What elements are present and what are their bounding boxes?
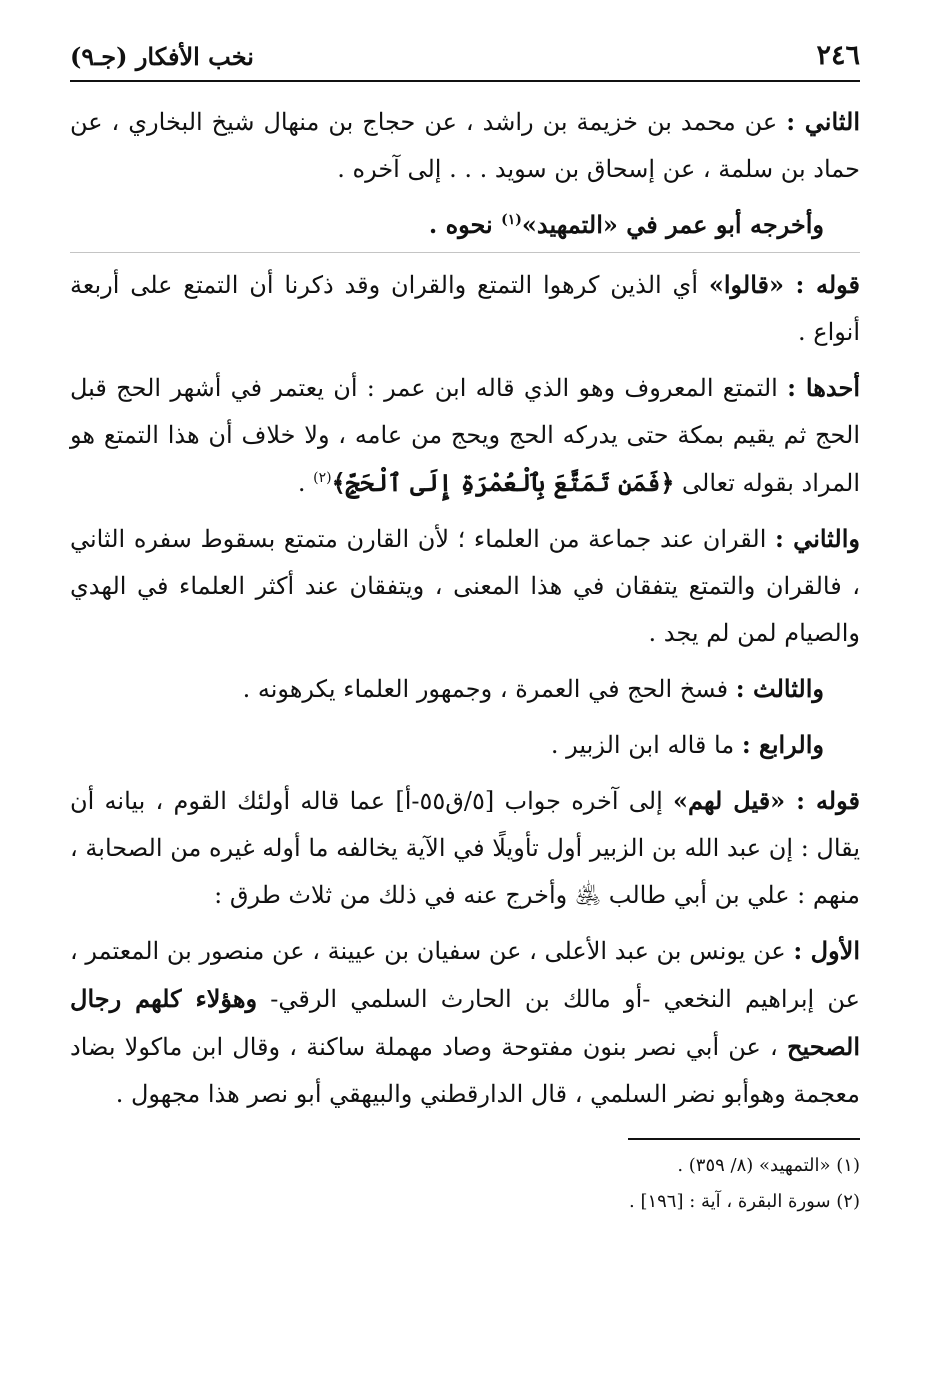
footnote-marker: (١)	[501, 212, 522, 228]
paragraph-bold-phrase: وهؤلاء كلهم رجال الصحيح	[70, 984, 860, 1061]
paragraph-text: فسخ الحج في العمرة ، وجمهور العلماء يكرهونه .	[242, 675, 736, 703]
footnote-divider	[628, 1138, 860, 1140]
footnote-1: (١) «التمهيد» (٨/ ٣٥٩) .	[677, 1155, 860, 1176]
paragraph-tail: نحوه .	[428, 210, 502, 239]
paragraph-qila-lahum	[70, 777, 860, 919]
paragraph-tail: ، عن أبي نصر بنون مفتوحة وصاد مهملة ساكنة ، وقال ابن ماكولا بضاد معجمة وهوأبو نضر السلمي ، قال الدارقطني والبيهقي أبو نصر هذا مجهول .	[70, 1033, 860, 1108]
footnote-2: (٢) سورة البقرة ، آية : [١٩٦] .	[629, 1191, 860, 1212]
paragraph-lead: قوله :	[796, 786, 860, 815]
body-text	[70, 98, 860, 1118]
paragraph-quote: «قالوا»	[708, 270, 796, 299]
footnotes	[70, 1148, 860, 1220]
book-page	[70, 38, 860, 1220]
paragraph-qalu	[70, 261, 860, 356]
paragraph-second-chain	[70, 98, 860, 193]
running-header	[70, 38, 860, 82]
footnote-marker: (٢)	[313, 470, 332, 486]
paragraph-fourth-type	[70, 721, 860, 769]
paragraph-lead: والثالث :	[735, 674, 824, 703]
paragraph-third-type	[70, 665, 860, 713]
quran-verse: ﴿فَمَن تَمَتَّعَ بِٱلْعُمْرَةِ إِلَى ٱلْحَجِّ﴾	[331, 468, 675, 497]
paragraph-text: إلى آخره جواب [٥/ق٥٥-أ] عما قاله أولئك القوم ، بيانه أن يقال : إن عبد الله بن الزبير أول تأويلًا في الآية يخالفه ما أوله غيره من الصحابة ، منهم : علي بن أبي طالب ﵁ وأخرج عنه في ذلك من ثلاث طرق :	[70, 787, 860, 909]
paragraph-lead: والثاني :	[775, 524, 860, 553]
paragraph-text: عن يونس بن عبد الأعلى ، عن سفيان بن عيينة ، عن منصور بن المعتمر ، عن إبراهيم النخعي -أو مالك بن الحارث السلمي الرقي-	[70, 937, 860, 1013]
paragraph-lead: قوله :	[795, 270, 861, 299]
paragraph-text: القران عند جماعة من العلماء ؛ لأن القارن متمتع بسقوط سفره الثاني ، فالقران والتمتع يتفقان في هذا المعنى ، ويتفقان عند أكثر العلماء في الهدي والصيام لمن لم يجد .	[70, 525, 860, 647]
paragraph-text: التمتع المعروف وهو الذي قاله ابن عمر : أن يعتمر في أشهر الحج قبل الحج ثم يقيم بمكة حتى يدركه الحج ويحج من عامه ، ولا خلاف أن هذا التمتع هو المراد بقوله تعالى	[70, 374, 860, 497]
paragraph-quote: «قيل لهم»	[672, 786, 797, 815]
paragraph-tail: .	[297, 469, 314, 497]
paragraph-text: وأخرجه أبو عمر في «التمهيد»	[521, 210, 824, 239]
paragraph-second-type	[70, 515, 860, 657]
paragraph-lead: الأول :	[793, 936, 860, 965]
paragraph-lead: الثاني :	[786, 107, 860, 136]
paragraph-first-chain	[70, 927, 860, 1118]
paragraph-text: أي الذين كرهوا التمتع والقران وقد ذكرنا أن التمتع على أربعة أنواع .	[70, 271, 860, 346]
paragraph-lead: والرابع :	[741, 730, 824, 759]
paragraph-text: ما قاله ابن الزبير .	[550, 731, 742, 759]
paragraph-lead: أحدها :	[787, 373, 860, 402]
book-title: نخب الأفكار (جـ٩)	[70, 42, 254, 71]
paragraph-first-type	[70, 364, 860, 507]
paragraph-tamhid-reference	[70, 201, 860, 253]
paragraph-text: عن محمد بن خزيمة بن راشد ، عن حجاج بن منهال شيخ البخاري ، عن حماد بن سلمة ، عن إسحاق بن سويد . . . إلى آخره .	[70, 108, 860, 183]
page-number: ٢٤٦	[816, 40, 860, 71]
